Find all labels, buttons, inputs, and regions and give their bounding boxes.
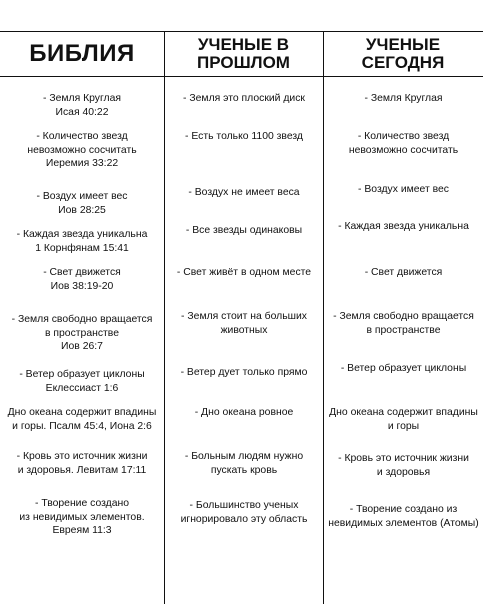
cell-bible-6: - Ветер образует циклоны Еклессиаст 1:6 xyxy=(19,369,145,394)
cell-today-7: Дно океана содержит впадины и горы xyxy=(329,407,478,432)
cell-today-2: - Воздух имеет вес xyxy=(358,184,449,195)
header-scientists-past: УЧЕНЫЕ В ПРОШЛОМ xyxy=(197,34,290,72)
cell-today-5: - Земля свободно вращается в пространстве xyxy=(333,311,474,336)
cell-bible-4: - Свет движется Иов 38:19-20 xyxy=(43,267,121,292)
cell-bible-0: - Земля Круглая Исая 40:22 xyxy=(42,93,122,118)
cell-past-8: - Больным людям нужно пускать кровь xyxy=(184,451,304,476)
header-divider xyxy=(0,76,483,77)
cell-bible-8: - Кровь это источник жизни и здоровья. Левитам 17:11 xyxy=(16,451,148,476)
header-bible: БИБЛИЯ xyxy=(29,39,135,67)
cell-past-5: - Земля стоит на больших животных xyxy=(181,311,307,336)
cell-past-3: - Все звезды одинаковы xyxy=(185,225,303,236)
cell-bible-3: - Каждая звезда уникальна 1 Корнфянам 15:41 xyxy=(16,229,148,254)
cell-bible-2: - Воздух имеет вес Иов 28:25 xyxy=(36,191,128,216)
cell-bible-7: Дно океана содержит впадины и горы. Псалм 45:4, Иона 2:6 xyxy=(7,407,157,432)
cell-bible-9: - Творение создано из невидимых элементов. Евреям 11:3 xyxy=(19,498,145,537)
cell-today-6: - Ветер образует циклоны xyxy=(340,363,467,374)
cell-past-2: - Воздух не имеет веса xyxy=(188,187,300,198)
cell-today-9: - Творение создано из невидимых элементов (Атомы) xyxy=(328,504,479,529)
cell-today-3: - Каждая звезда уникальна xyxy=(338,221,469,232)
column-divider-2 xyxy=(323,31,324,604)
cell-bible-1: - Количество звезд невозможно сосчитать Иеремия 33:22 xyxy=(27,131,137,170)
cell-today-1: - Количество звезд невозможно сосчитать xyxy=(348,131,459,156)
header-scientists-today: УЧЕНЫЕ СЕГОДНЯ xyxy=(361,34,445,72)
cell-past-0: - Земля это плоский диск xyxy=(183,93,305,104)
cell-past-1: - Есть только 1100 звезд xyxy=(185,131,303,142)
cell-today-8: - Кровь это источник жизни и здоровья xyxy=(338,453,469,478)
cell-past-6: - Ветер дует только прямо xyxy=(180,367,308,378)
cell-past-7: - Дно океана ровное xyxy=(194,407,294,418)
cell-bible-5: - Земля свободно вращается в пространстве Иов 26:7 xyxy=(11,314,153,353)
column-divider-1 xyxy=(164,31,165,604)
cell-past-4: - Свет живёт в одном месте xyxy=(176,267,312,278)
cell-today-4: - Свет движется xyxy=(364,267,443,278)
cell-past-9: - Большинство ученых игнорировало эту область xyxy=(180,500,308,525)
cell-today-0: - Земля Круглая xyxy=(364,93,443,104)
